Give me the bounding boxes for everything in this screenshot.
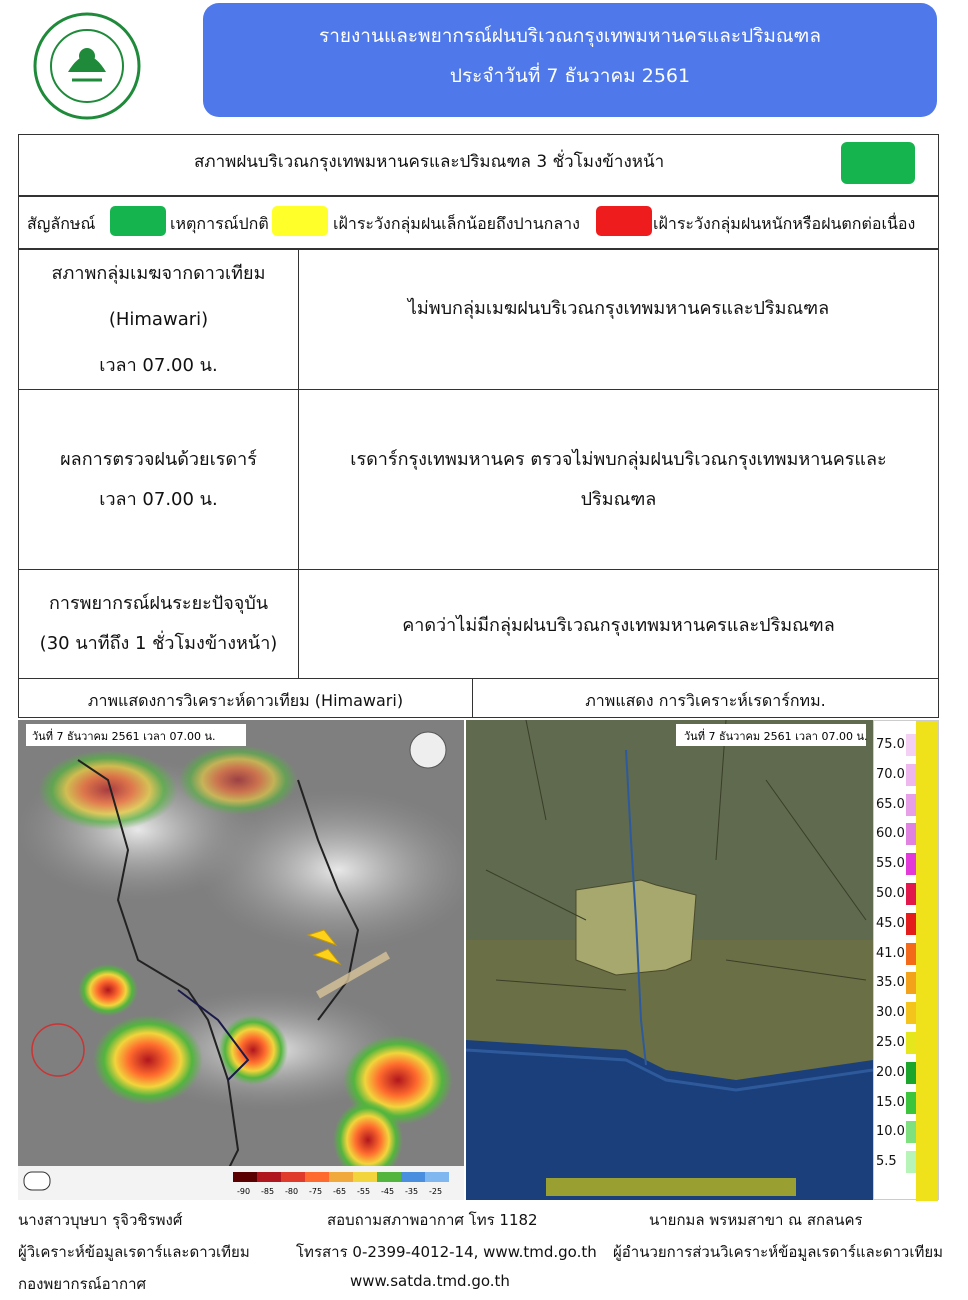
report-title: รายงานและพยากรณ์ฝนบริเวณกรุงเทพมหานครและปริมณฑล <box>319 25 821 47</box>
radar-scale-swatch <box>906 913 916 935</box>
row-value: คาดว่าไม่มีกลุ่มฝนบริเวณกรุงเทพมหานครและปริมณฑล <box>402 615 835 636</box>
radar-scale-value <box>876 820 918 848</box>
satellite-scale-swatch <box>425 1172 449 1182</box>
radar-scale-value <box>876 1148 918 1176</box>
satellite-scale-label: -75 <box>309 1187 323 1196</box>
analyst-division: กองพยากรณ์อากาศ <box>18 1275 147 1293</box>
radar-scale-value <box>876 761 918 789</box>
satellite-scale-swatch <box>257 1172 281 1182</box>
satellite-scale-swatch <box>305 1172 329 1182</box>
radar-scale-label: 41.0 <box>876 945 905 961</box>
satellite-scale-swatch <box>281 1172 305 1182</box>
legend-green-swatch <box>110 206 166 236</box>
radar-scale-value <box>876 850 918 878</box>
satellite-scale-swatch <box>329 1172 353 1182</box>
radar-scale-value <box>876 791 918 819</box>
radar-scale-label: 55.0 <box>876 856 905 872</box>
satellite-label-cell <box>18 249 299 390</box>
radar-scale-swatch <box>906 972 916 994</box>
radar-scale-value <box>876 999 918 1027</box>
director-title: ผู้อำนวยการส่วนวิเคราะห์ข้อมูลเรดาร์และดาวเทียม <box>613 1243 944 1261</box>
row-value: เรดาร์กรุงเทพมหานคร ตรวจไม่พบกลุ่มฝนบริเวณกรุงเทพมหานครและ <box>350 449 887 470</box>
satellite-scale-swatch <box>377 1172 401 1182</box>
contact-fax-website[interactable]: โทรสาร 0-2399-4012-14, www.tmd.go.th <box>296 1243 597 1261</box>
tmd-logo <box>28 10 146 122</box>
row-label: (30 นาทีถึง 1 ชั่วโมงข้างหน้า) <box>39 633 278 654</box>
radar-scale-label: 75.0 <box>876 737 905 752</box>
header-banner <box>203 3 937 117</box>
radar-scale-value <box>876 969 918 997</box>
radar-scale-label: 70.0 <box>876 766 905 782</box>
radar-scale-label: 35.0 <box>876 975 905 991</box>
radar-scale-swatch <box>906 1151 916 1173</box>
legend-red-text: เฝ้าระวังกลุ่มฝนหนักหรือฝนตกต่อเนื่อง <box>653 214 916 233</box>
radar-scale-label: 20.0 <box>876 1064 905 1080</box>
radar-scale-value <box>876 731 918 759</box>
radar-scale-value <box>876 1089 918 1117</box>
legend-row <box>18 196 939 249</box>
radar-scale-category-bar <box>916 721 938 1201</box>
radar-scale-label: 65.0 <box>876 796 905 812</box>
contact-phone: สอบถามสภาพอากาศ โทร 1182 <box>327 1211 538 1229</box>
radar-scale-value <box>876 910 918 938</box>
row-label: ผลการตรวจฝนด้วยเรดาร์ <box>60 448 257 470</box>
rain-status-title: สภาพฝนบริเวณกรุงเทพมหานครและปริมณฑล 3 ชั่วโมงข้างหน้า <box>194 152 665 172</box>
legend-red-swatch <box>596 206 652 236</box>
radar-scale-swatch <box>906 883 916 905</box>
rain-status-row <box>18 134 939 196</box>
satellite-scale-label: -80 <box>285 1187 299 1196</box>
satellite-scale-label: -65 <box>333 1187 347 1196</box>
radar-scale-swatch <box>906 1002 916 1024</box>
radar-scale-swatch <box>906 943 916 965</box>
radar-scale-swatch <box>906 734 916 756</box>
row-value: ไม่พบกลุ่มเมฆฝนบริเวณกรุงเทพมหานครและปริมณฑล <box>407 298 830 319</box>
radar-scale-swatch <box>906 853 916 875</box>
analyst-name: นางสาวบุษบา รุจิวชิรพงศ์ <box>18 1211 183 1229</box>
satellite-caption: ภาพแสดงการวิเคราะห์ดาวเทียม (Himawari) <box>87 691 404 710</box>
row-label: (Himawari) <box>108 308 209 330</box>
radar-image <box>466 720 873 1200</box>
report-date: ประจำวันที่ 7 ธันวาคม 2561 <box>449 65 691 87</box>
satellite-scale-label: -25 <box>429 1187 443 1196</box>
satellite-image <box>18 720 464 1200</box>
status-indicator <box>841 142 915 184</box>
radar-scale-label: 60.0 <box>876 826 905 842</box>
radar-scale-label: 15.0 <box>876 1094 905 1110</box>
radar-scale-label: 50.0 <box>876 886 905 901</box>
satellite-scale-swatch <box>401 1172 425 1182</box>
radar-scale-label: 10.0 <box>876 1124 905 1140</box>
radar-scale-value <box>876 1029 918 1057</box>
radar-scale-label: 25.0 <box>876 1035 905 1050</box>
radar-scale-value <box>876 1059 918 1087</box>
legend-label: สัญลักษณ์ <box>27 214 96 233</box>
legend-yellow-text: เฝ้าระวังกลุ่มฝนเล็กน้อยถึงปานกลาง <box>333 214 580 233</box>
row-label: สภาพกลุ่มเมฆจากดาวเทียม <box>51 262 266 284</box>
radar-caption: ภาพแสดง การวิเคราะห์เรดาร์กทม. <box>585 691 826 710</box>
radar-caption-cell <box>472 678 939 718</box>
satellite-stamp: วันที่ 7 ธันวาคม 2561 เวลา 07.00 น. <box>32 730 216 743</box>
radar-scale-swatch <box>906 1121 916 1143</box>
satellite-caption-cell <box>18 678 473 718</box>
satellite-scale-label: -85 <box>261 1187 275 1196</box>
row-label: การพยากรณ์ฝนระยะปัจจุบัน <box>48 593 269 614</box>
radar-scale-swatch <box>906 764 916 786</box>
radar-scale-label: 45.0 <box>876 915 905 931</box>
radar-scale-label: 5.5 <box>876 1154 897 1170</box>
row-label: เวลา 07.00 น. <box>99 354 218 376</box>
contact-satda-website[interactable]: www.satda.tmd.go.th <box>350 1272 510 1290</box>
radar-scale-value <box>876 940 918 968</box>
satellite-scale-label: -35 <box>405 1187 419 1196</box>
radar-scale-value <box>876 1118 918 1146</box>
forecast-value-cell <box>298 569 939 679</box>
satellite-scale-label: -45 <box>381 1187 395 1196</box>
director-name: นายกมล พรหมสาขา ณ สกลนคร <box>649 1211 863 1229</box>
satellite-scale-swatch <box>353 1172 377 1182</box>
satellite-value-cell <box>298 249 939 390</box>
legend-yellow-swatch <box>272 206 328 236</box>
radar-scale-swatch <box>906 1032 916 1054</box>
radar-scale-swatch <box>906 1092 916 1114</box>
radar-scale-swatch <box>906 823 916 845</box>
radar-scale-swatch <box>906 1062 916 1084</box>
radar-label-cell <box>18 389 299 570</box>
radar-scale <box>873 720 939 1200</box>
satellite-scale-swatch <box>233 1172 257 1182</box>
row-value: ปริมณฑล <box>580 489 657 510</box>
row-label: เวลา 07.00 น. <box>99 488 218 510</box>
radar-scale-label: 30.0 <box>876 1005 905 1021</box>
tmd-seal-icon <box>28 10 146 122</box>
radar-stamp: วันที่ 7 ธันวาคม 2561 เวลา 07.00 น. <box>684 730 868 743</box>
satellite-scale-label: -90 <box>237 1187 251 1196</box>
radar-value-cell <box>298 389 939 570</box>
radar-scale-value <box>876 880 918 908</box>
satellite-scale-label: -55 <box>357 1187 371 1196</box>
radar-scale-swatch <box>906 794 916 816</box>
legend-green-text: เหตุการณ์ปกติ <box>170 214 269 233</box>
analyst-title: ผู้วิเคราะห์ข้อมูลเรดาร์และดาวเทียม <box>18 1243 250 1261</box>
forecast-label-cell <box>18 569 299 679</box>
